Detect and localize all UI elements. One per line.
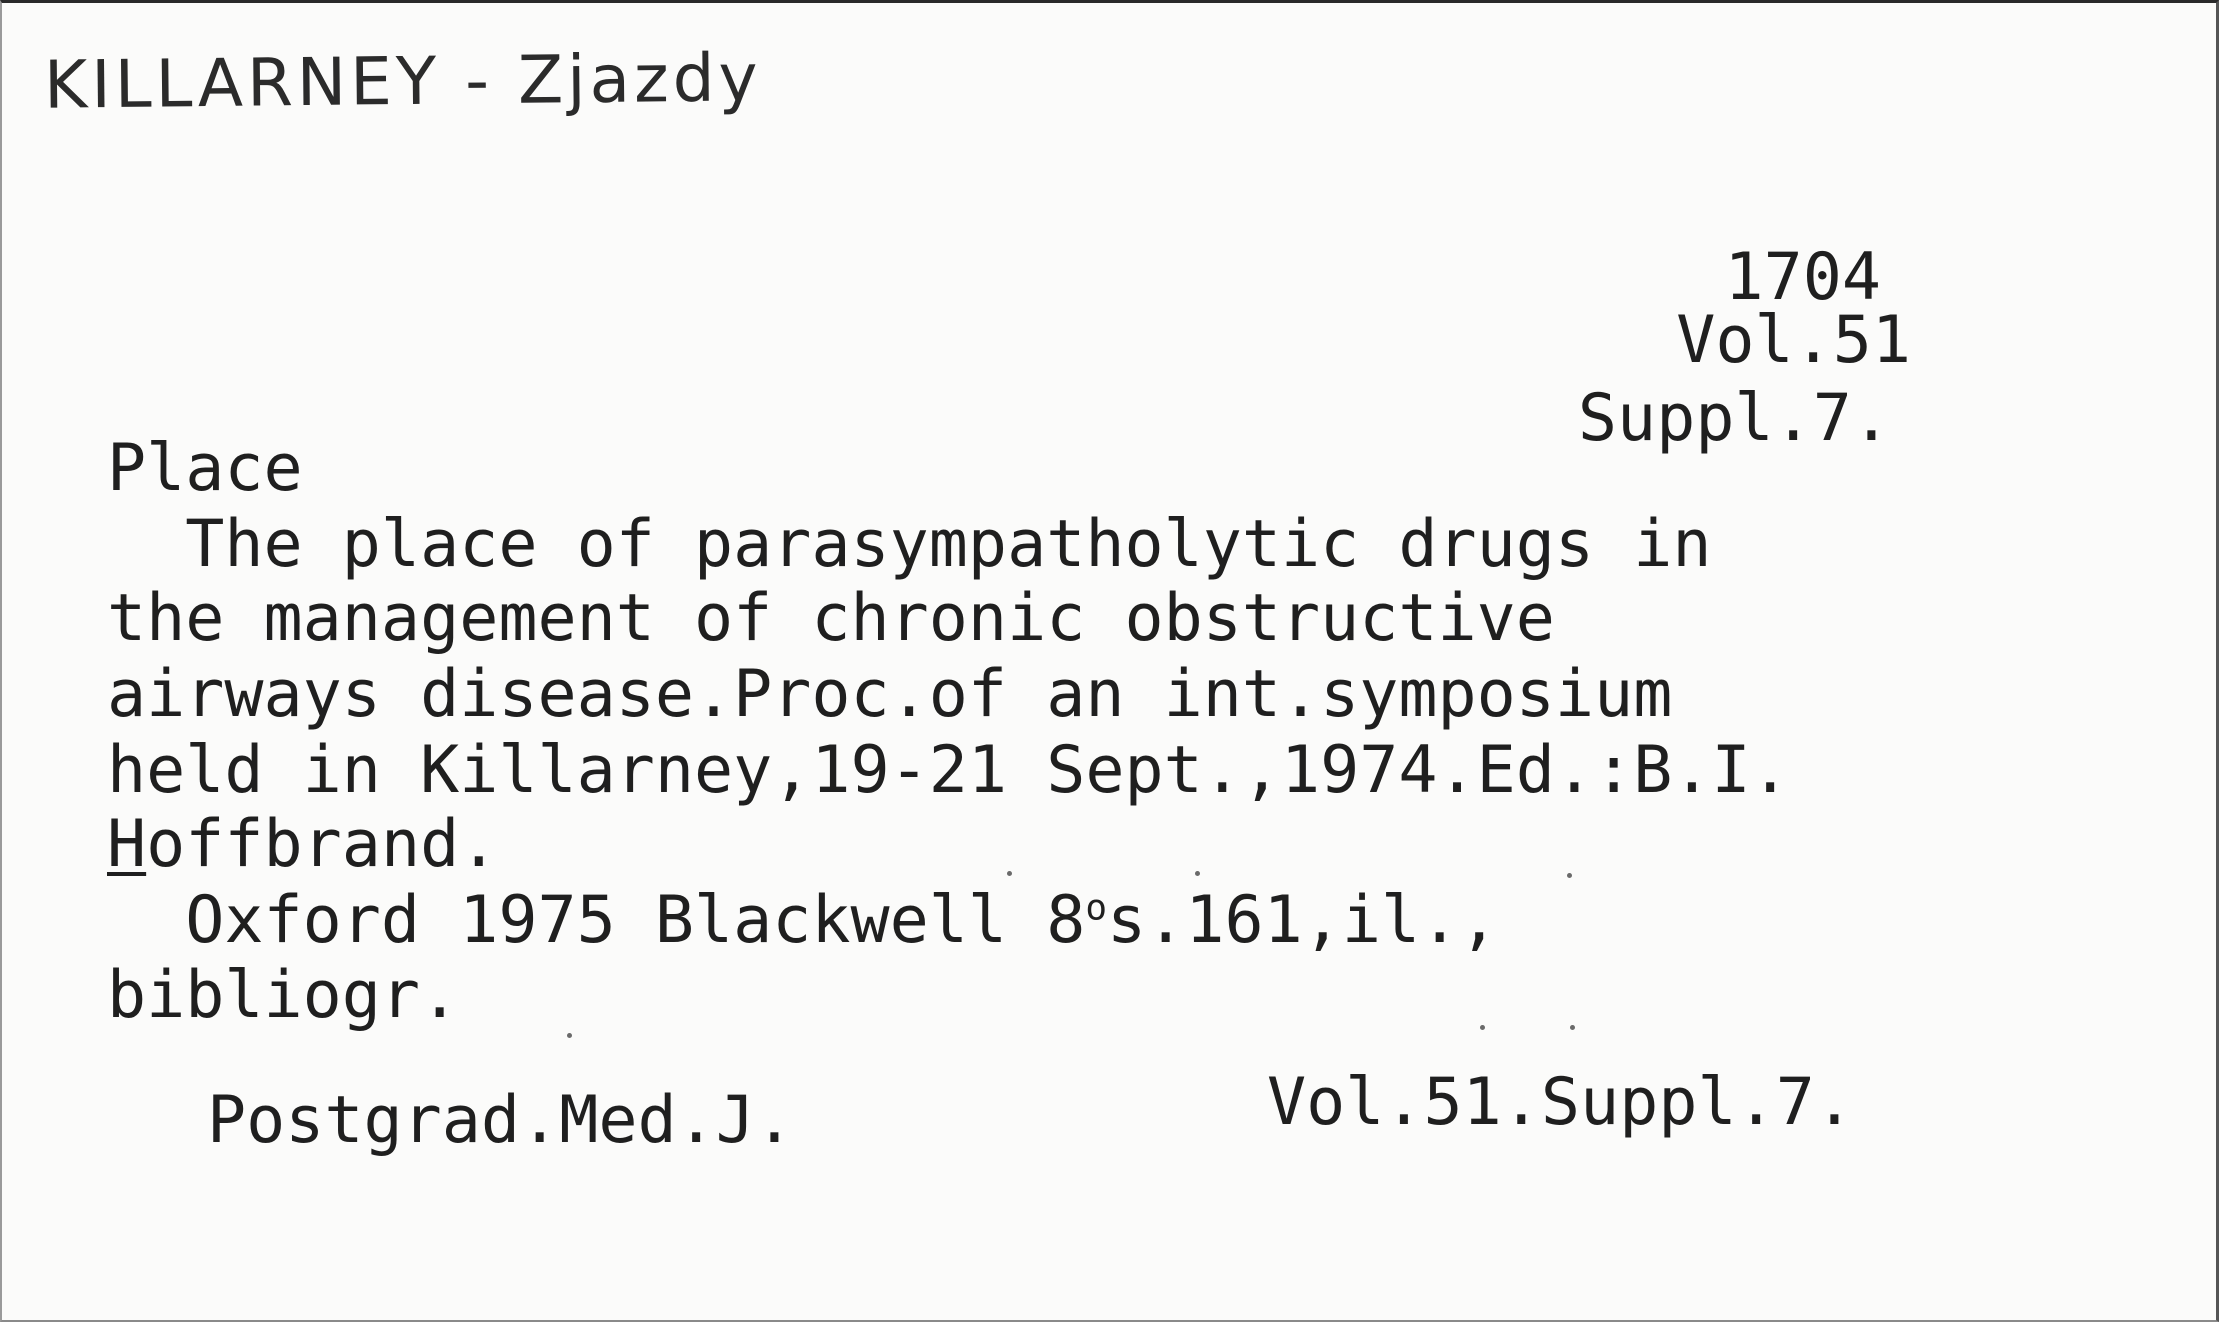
imprint-extent: s.161,il., — [1107, 883, 1499, 958]
imprint-line-2: bibliogr. — [107, 958, 460, 1033]
speck — [567, 1033, 572, 1038]
speck — [1570, 1025, 1575, 1030]
call-number-line-2: Vol.51 — [1676, 303, 1911, 378]
filing-word: Place — [107, 431, 303, 506]
speck — [1007, 871, 1012, 876]
speck — [1480, 1025, 1485, 1030]
editor-tail: offbrand. — [146, 807, 499, 882]
title-line-2: the management of chronic obstructive — [107, 581, 1555, 656]
imprint-format-sup: o — [1085, 887, 1108, 929]
title-line-3: airways disease.Proc.of an int.symposium — [107, 657, 1673, 732]
title-line-4: held in Killarney,19-21 Sept.,1974.Ed.:B.I. — [107, 733, 1790, 808]
series-journal: Postgrad.Med.J. — [207, 1083, 794, 1158]
call-number-line-1: 1704 — [1724, 240, 1881, 315]
handwritten-heading: KILLARNEY - Zjazdy — [43, 39, 762, 124]
imprint-line-1 — [107, 883, 1498, 958]
title-line-1: The place of parasympatholytic drugs in — [107, 507, 1712, 582]
speck — [1567, 873, 1572, 878]
series-volume: Vol.51.Suppl.7. — [1267, 1065, 1854, 1140]
editor-line — [107, 807, 498, 882]
speck — [1195, 871, 1200, 876]
call-number-line-3: Suppl.7. — [1577, 381, 1891, 456]
imprint-place-publisher: Oxford 1975 Blackwell — [107, 883, 1008, 958]
imprint-format: 8 — [1007, 883, 1086, 958]
editor-initial: H — [107, 807, 147, 882]
